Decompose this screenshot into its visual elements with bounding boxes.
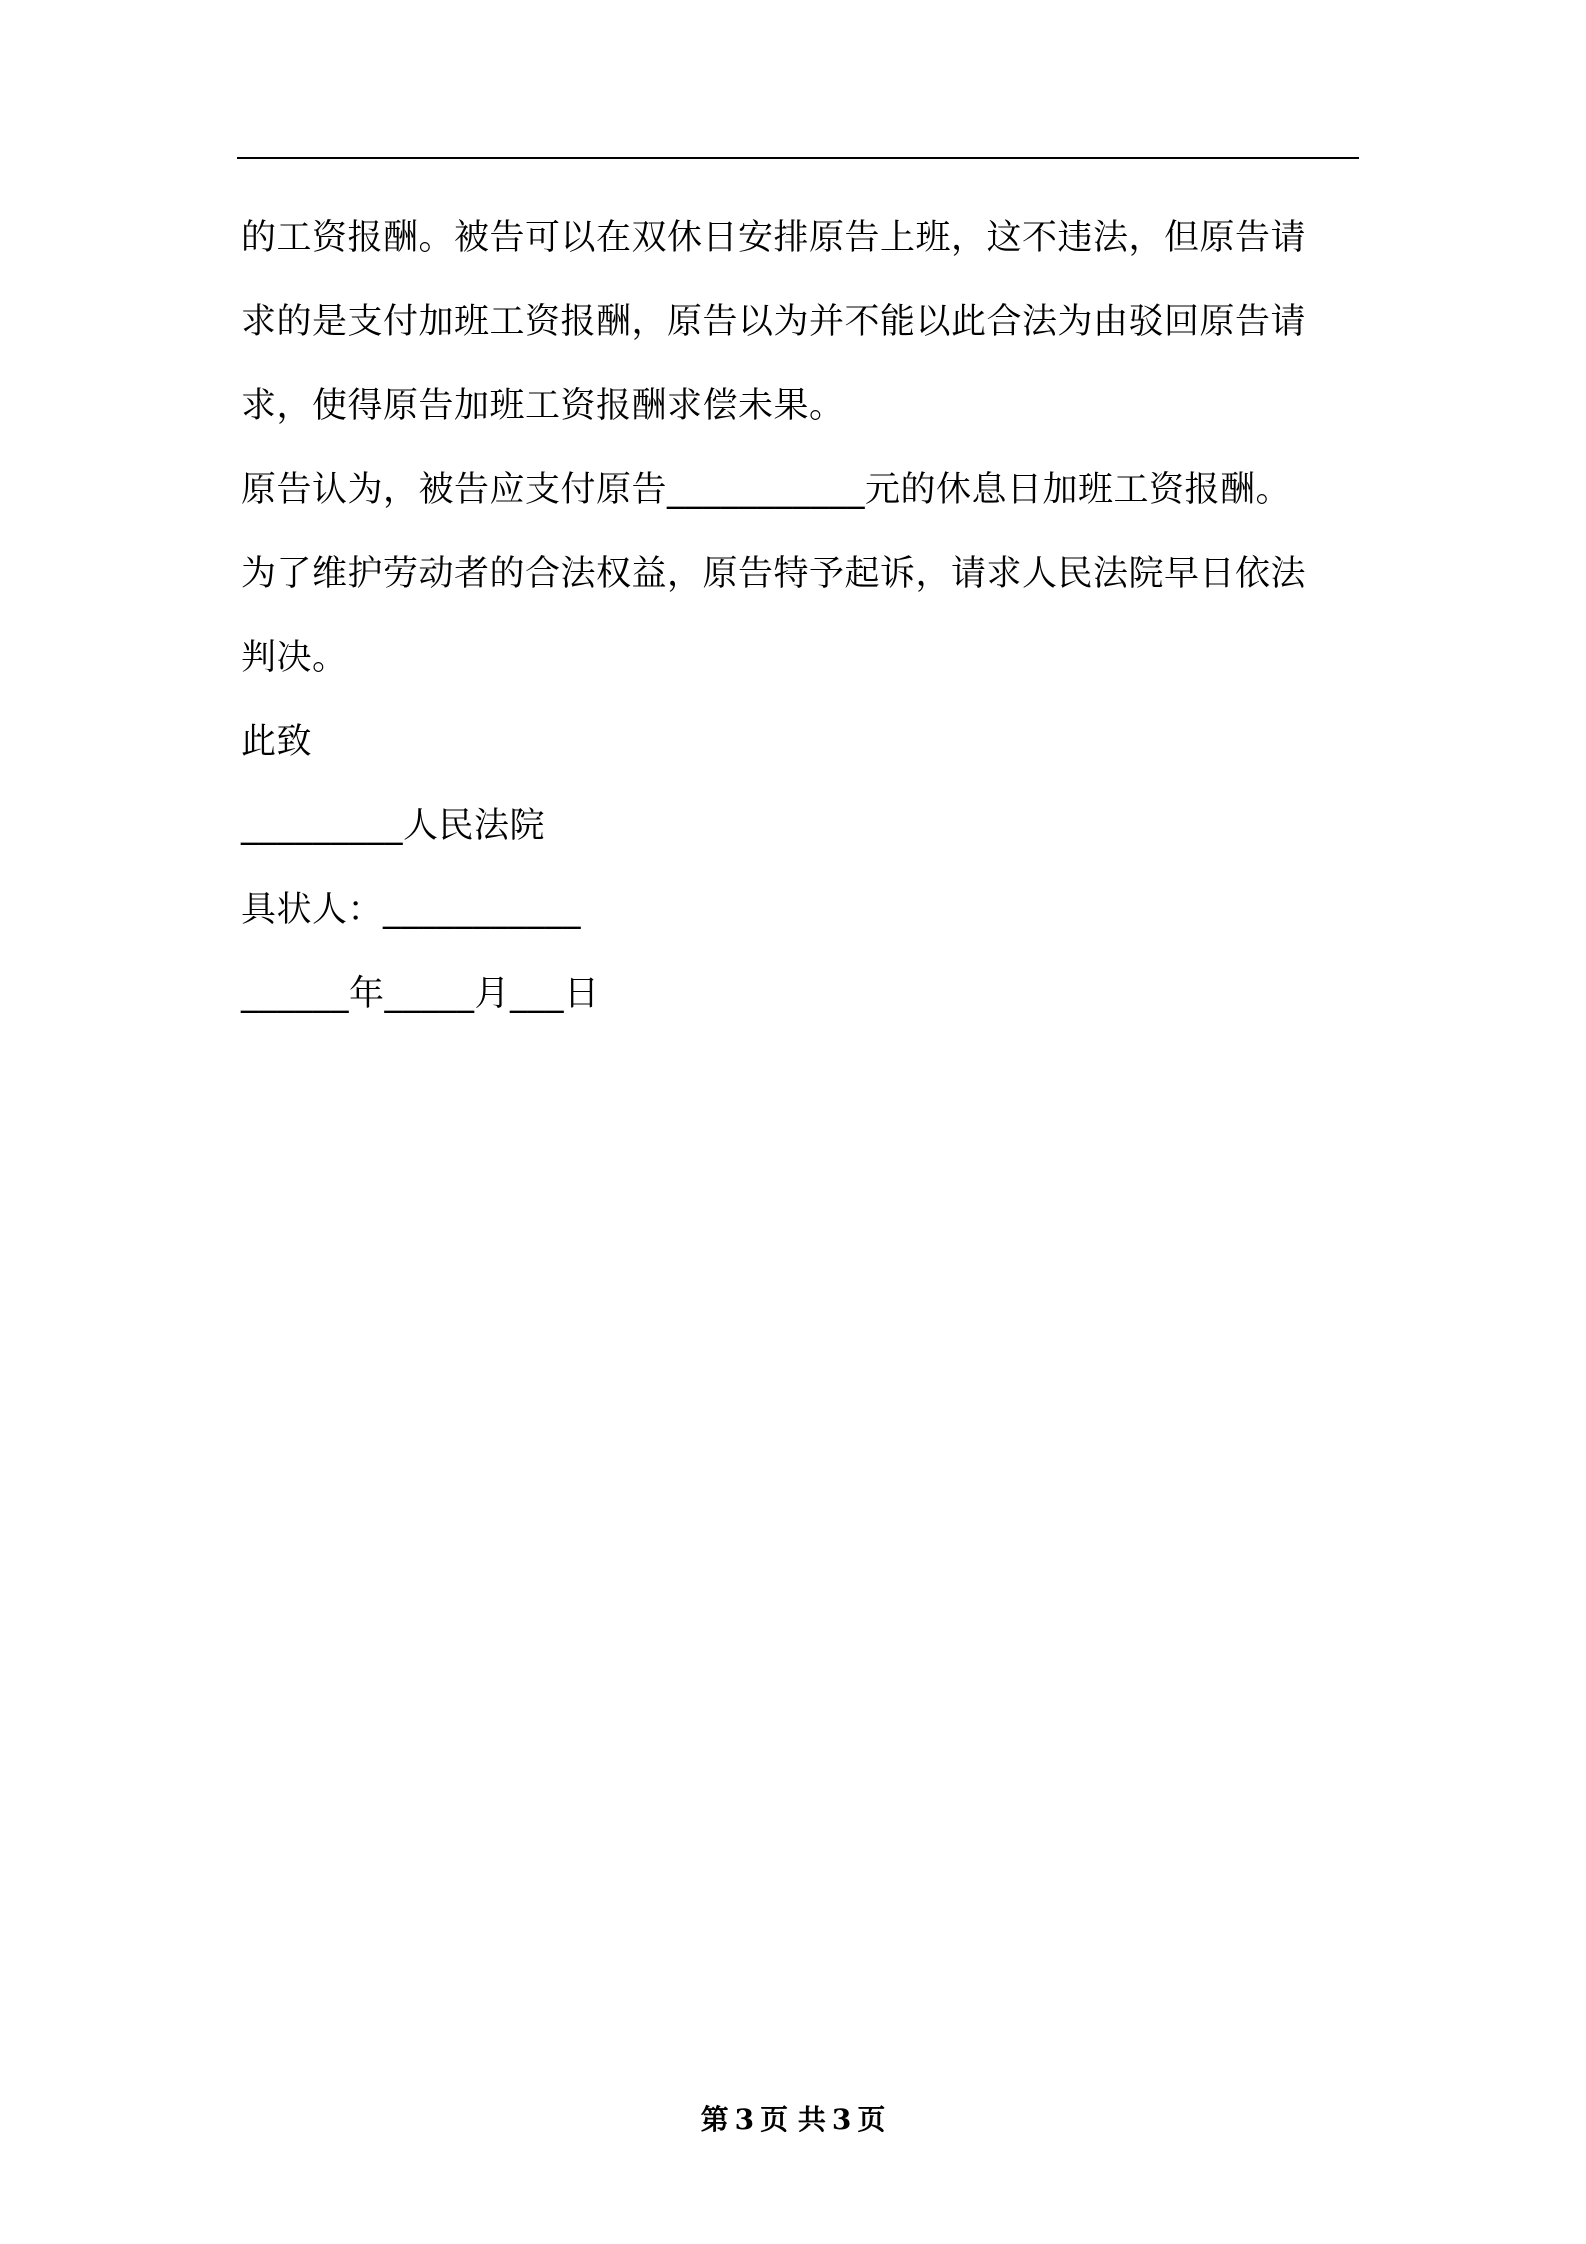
header-rule [237,157,1359,159]
paragraph-line: 判决。 [241,638,348,678]
document-body [241,196,1366,1036]
page-number-prefix: 第 [700,2103,729,2136]
paragraph-line: 的工资报酬。被告可以在双休日安排原告上班，这不违法，但原告请 [241,218,1307,258]
court-addressee: _________人民法院 [241,806,546,846]
page-number-suffix: 页 [857,2103,886,2136]
date-line: ______年_____月___日 [241,974,600,1014]
page-number-total: 3 [831,2103,852,2136]
paragraph-line: 为了维护劳动者的合法权益，原告特予起诉，请求人民法院早日依法 [241,554,1307,594]
page-number-middle: 页 共 [760,2103,826,2136]
page-number-current: 3 [734,2103,755,2136]
salutation: 此致 [241,722,313,762]
paragraph-line: 求的是支付加班工资报酬，原告以为并不能以此合法为由驳回原告请 [241,302,1307,342]
page-number [0,2098,1586,2138]
plaintiff-signature: 具状人：___________ [241,890,582,930]
paragraph-line: 求，使得原告加班工资报酬求偿未果。 [241,386,845,426]
paragraph-line: 原告认为，被告应支付原告___________元的休息日加班工资报酬。 [241,470,1292,510]
